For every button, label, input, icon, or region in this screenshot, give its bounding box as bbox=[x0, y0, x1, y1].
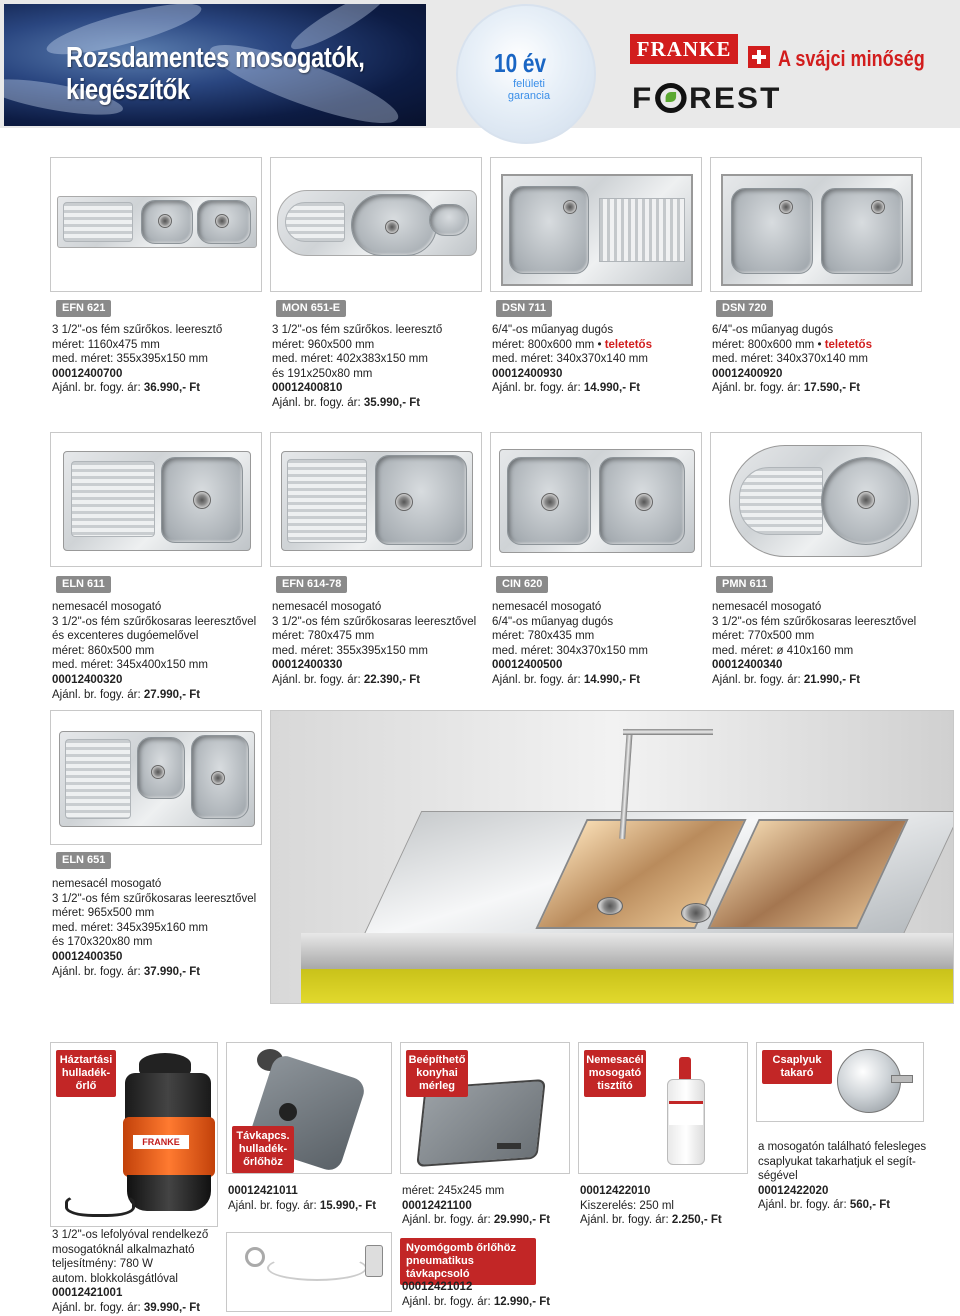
guarantee-text: felületi garancia bbox=[507, 78, 551, 102]
product-description: a mosogatón található felesleges csaplyukat takarhatjuk el segít- ségével 00012422020 Ajánl. br. fogy. ár: 560,- Ft bbox=[758, 1141, 927, 1212]
product-image-efn614 bbox=[270, 432, 482, 567]
product-description: 00012422010 Kiszerelés: 250 ml Ajánl. br. fogy. ár: 2.250,- Ft bbox=[580, 1185, 722, 1227]
product-image-push-button bbox=[226, 1232, 392, 1312]
product-description: 3 1/2"-os lefolyóval rendelkező mosogatóknál alkalmazható teljesítmény: 780 W autom. blokkolásgátlóval 00012421001 Ajánl. br. fogy. ár: 39.990,- Ft bbox=[52, 1229, 209, 1314]
page-header bbox=[0, 0, 960, 128]
product-image-eln611 bbox=[50, 432, 262, 567]
product-description: 00012421012 Ajánl. br. fogy. ár: 12.990,- Ft bbox=[402, 1281, 551, 1308]
model-tag: DSN 711 bbox=[496, 300, 552, 317]
product-description: méret: 245x245 mm 00012421100 Ajánl. br. fogy. ár: 29.990,- Ft bbox=[402, 1185, 551, 1227]
category-tag: Távkapcs. hulladék- őrlőhöz bbox=[232, 1126, 294, 1173]
model-tag: DSN 720 bbox=[716, 300, 773, 317]
product-description: nemesacél mosogató 3 1/2"-os fém szűrőkosaras leeresztővel méret: 780x475 mm med. méret: 355x395x150 mm 00012400330 Ajánl. br. fogy. ár: 22.390,- Ft bbox=[272, 601, 477, 686]
product-image-dsn720 bbox=[710, 157, 922, 292]
guarantee-years: 10 év bbox=[494, 48, 547, 78]
product-description: 3 1/2"-os fém szűrőkos. leeresztő méret: 960x500 mm med. méret: 402x383x150 mm és 191x250x80 mm 00012400810 Ajánl. br. fogy. ár: 35.990,- Ft bbox=[272, 324, 443, 409]
model-tag: PMN 611 bbox=[716, 576, 773, 593]
product-description: 6/4"-os műanyag dugós méret: 800x600 mm • teletetős med. méret: 340x370x140 mm 00012400930 Ajánl. br. fogy. ár: 14.990,- Ft bbox=[492, 324, 652, 395]
page-title: Rozsdamentes mosogatók, kiegészítők bbox=[66, 42, 365, 106]
swiss-quality-slogan: A svájci minőség bbox=[778, 46, 925, 71]
franke-label: FRANKE bbox=[133, 1135, 189, 1149]
forest-logo: F REST bbox=[632, 82, 782, 115]
model-tag: ELN 611 bbox=[56, 576, 111, 593]
category-tag: Beépíthető konyhai mérleg bbox=[406, 1050, 468, 1097]
product-description: 6/4"-os műanyag dugós méret: 800x600 mm • teletetős med. méret: 340x370x140 mm 00012400920 Ajánl. br. fogy. ár: 17.590,- Ft bbox=[712, 324, 872, 395]
product-description: 00012421011 Ajánl. br. fogy. ár: 15.990,- Ft bbox=[228, 1185, 377, 1212]
model-tag: MON 651-E bbox=[276, 300, 346, 317]
forest-leaf-icon bbox=[655, 83, 687, 113]
category-tag: Nemesacél mosogató tisztító bbox=[584, 1050, 646, 1097]
product-description: nemesacél mosogató 3 1/2"-os fém szűrőkosaras leeresztővel méret: 965x500 mm med. méret: 345x395x160 mm és 170x320x80 mm 00012400350 Ajánl. br. fogy. ár: 37.990,- Ft bbox=[52, 878, 257, 978]
category-tag: Nyomógomb őrlőhöz pneumatikus távkapcsoló bbox=[400, 1238, 536, 1285]
model-tag: CIN 620 bbox=[496, 576, 548, 593]
model-tag: ELN 651 bbox=[56, 852, 111, 869]
product-image-eln651 bbox=[50, 710, 262, 845]
product-image-cin620 bbox=[490, 432, 702, 567]
product-image-efn621 bbox=[50, 157, 262, 292]
model-tag: EFN 614-78 bbox=[276, 576, 347, 593]
category-tag: Háztartási hulladék- őrlő bbox=[56, 1050, 116, 1097]
product-description: nemesacél mosogató 6/4"-os műanyag dugós méret: 780x435 mm med. méret: 304x370x150 mm 00012400500 Ajánl. br. fogy. ár: 14.990,- Ft bbox=[492, 601, 648, 686]
product-description: nemesacél mosogató 3 1/2"-os fém szűrőkosaras leeresztővel és excenteres dugóemelővel méret: 860x500 mm med. méret: 345x400x150 mm 00012400320 Ajánl. br. fogy. ár: 27.990,- Ft bbox=[52, 601, 257, 701]
product-description: nemesacél mosogató 3 1/2"-os fém szűrőkosaras leeresztővel méret: 770x500 mm med. méret: ø 410x160 mm 00012400340 Ajánl. br. fogy. ár: 21.990,- Ft bbox=[712, 601, 917, 686]
model-tag: EFN 621 bbox=[56, 300, 111, 317]
category-tag: Csaplyuk takaró bbox=[762, 1050, 832, 1084]
product-image-dsn711 bbox=[490, 157, 702, 292]
kitchen-sink-photo bbox=[270, 710, 954, 1004]
product-description: 3 1/2"-os fém szűrőkos. leeresztő méret: 1160x475 mm med. méret: 355x395x150 mm 00012400700 Ajánl. br. fogy. ár: 36.990,- Ft bbox=[52, 324, 223, 395]
swiss-cross-icon bbox=[748, 46, 770, 68]
franke-logo: FRANKE bbox=[630, 34, 738, 64]
product-image-pmn611 bbox=[710, 432, 922, 567]
product-image-mon651e bbox=[270, 157, 482, 292]
